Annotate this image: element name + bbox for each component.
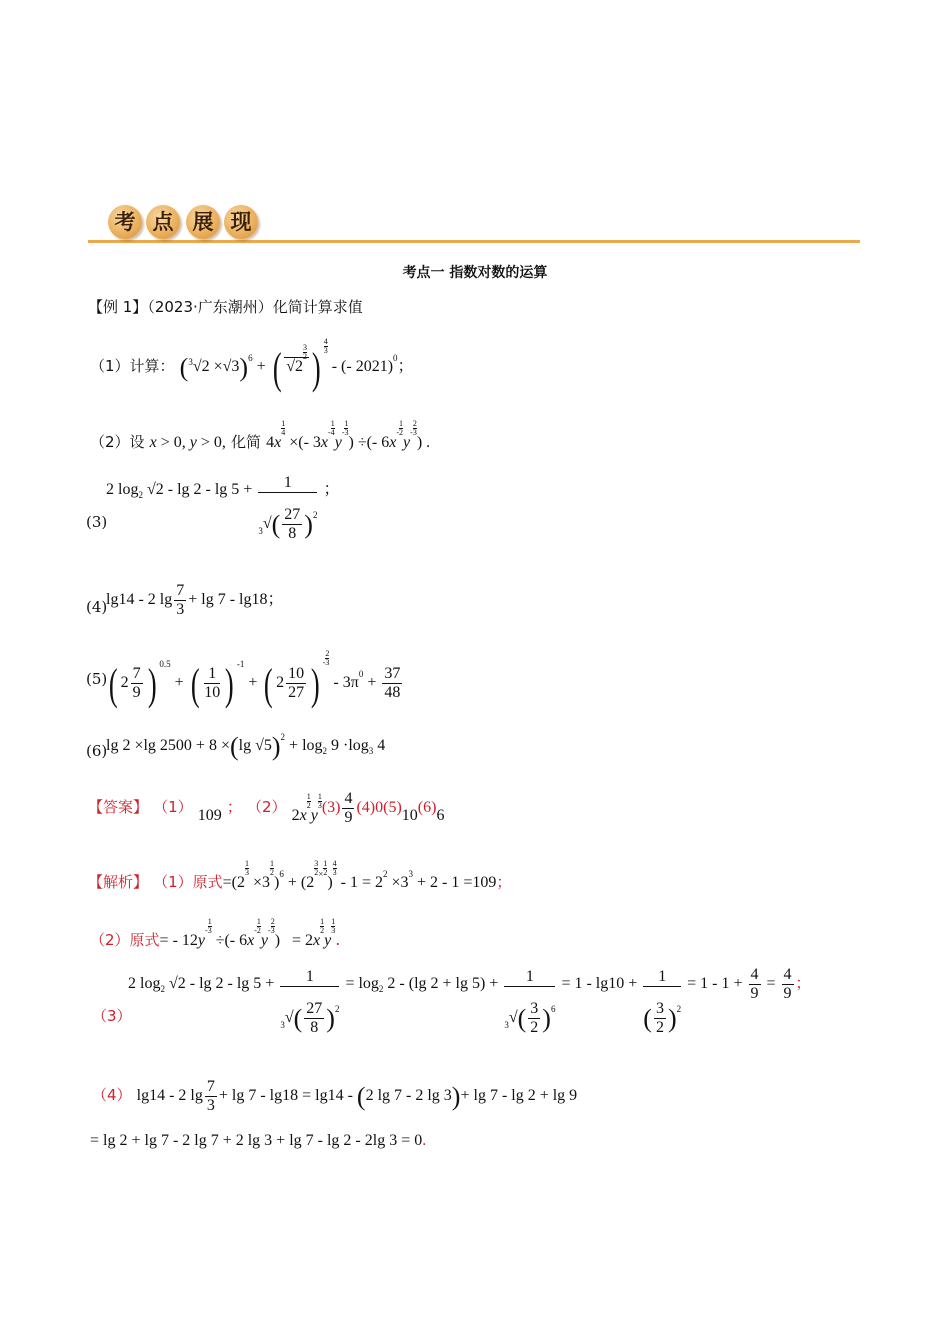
q2-expression: 4x $\frac{1}{4}$ ×(- 3x - $\frac{1}{4}$ y - $\frac{1}{3}$ ) ÷(- 6x - $\frac{1}{2}$ y - $\frac{2}{3}$ ) . (266, 419, 431, 451)
analysis-1: 【解析】 （1）原式=(2 $\frac{1}{3}$ ×3 $\frac{1}{2}$ )$^6$ + (2 $\frac{3}{2}$ × $\frac{1}{2}$ ) $\frac{4}{3}$ - $1 = 2^2 \times 3^3 + 2 - 1 =109$； (88, 859, 512, 891)
answer-4-5-label: (4)0(5) (356, 799, 402, 817)
answer-part-2-label: （2） (246, 798, 287, 817)
analysis-2-expression: = - 12y - $\frac{1}{3}$ ÷(- 6x - $\frac{1}{2}$ y - $\frac{2}{3}$ ) = 2x $\frac{1}{2}$ y $\frac{1}{3}$ (159, 917, 336, 949)
banner-char-2: 点 (146, 205, 180, 239)
analysis-2-label: （2）原式 (90, 931, 160, 949)
analysis-3-expression: 2 $\log_2 √2$ - lg 2 - lg 5 + 1 $_3$√( $\frac{27}{8}$ )$^2$ = $\log_2 2 - (\lg$ 2 + lg 5) + 1 $_3$√( $\frac{3}{2}$ )$^6$ = 1 - lg10 + 1 ( $\frac{3}{2}$ )$^2$ = 1 - 1 + $\frac{4}{9}$ = $\frac{4}{9}$ ； (128, 966, 811, 1036)
example-header (88, 296, 363, 317)
q3-expression: 2 $\log_2 √2$ - lg 2 - lg 5 + 1 $_3$√( $\frac{27}{8}$ )$^2$ ； (106, 474, 340, 542)
analysis-4-continuation: = lg 2 + lg 7 - 2 lg 7 + 2 lg 3 + lg 7 - lg 2 - 2lg 3 = 0. (90, 1132, 427, 1149)
q6-expression: lg 2 ×lg 2500 + 8 ×(lg $√5)^2 + \log_2 9 \cdot\log_3$ 4 (106, 732, 386, 761)
answer-5-value: 10 (401, 807, 418, 825)
q1-expression: $(^3√2 \times√3)^6$ + ( √2 $\frac{3}{2}$ ) $\frac{4}{3}$ - (- 2021)$^0$； (179, 337, 414, 393)
banner-char-4: 现 (224, 205, 258, 239)
answer-6-value: 6 (436, 807, 445, 825)
q3-label: (3) (86, 513, 108, 531)
analysis-2: （2）原式= - 12y - $\frac{1}{3}$ ÷(- 6x - $\frac{1}{2}$ y - $\frac{2}{3}$ ) = 2x $\frac{1}{2}$ y $\frac{1}{3}$ . (90, 917, 341, 949)
analysis-1-result: 109 (472, 874, 497, 891)
answer-6-label: (6) (417, 799, 437, 817)
q2-text: 化简 (231, 433, 262, 451)
analysis-4-label: （4） (92, 1086, 132, 1105)
section-title: 考点一 指数对数的运算 (402, 265, 548, 281)
answer-line (88, 790, 444, 827)
q5-expression: ( 2 $\frac{7}{9}$ ) $^{0.5}$ + ( $\frac{1}{10}$ ) $^{-1}$ + ( 2 $\frac{10}{27}$ ) - $\frac{2}{3}$ - $3\pi^0$ + $\frac{37}{48}$ (108, 649, 401, 709)
q2-label: （2）设 (90, 433, 145, 451)
answer-3-value: $\frac{4}{9}$ (344, 790, 353, 826)
q1-label: （1）计算： (90, 357, 175, 375)
analysis-3-label: （3） (92, 1007, 132, 1025)
answer-separator: ； (226, 798, 242, 817)
q6-label: (6) (86, 742, 108, 760)
analysis-tag: 【解析】 (88, 873, 149, 891)
example-source: （2023·广东潮州）化简计算求值 (147, 298, 363, 316)
analysis-4-expression: lg14 - 2 lg $\frac{7}{3}$ + lg 7 - lg18 = lg14 - (2 lg 7 - 2 lg 3)+ lg 7 - lg 2 + lg 9 (136, 1078, 578, 1114)
banner-char-1: 考 (108, 205, 142, 239)
q2-condition: x > 0, y > 0, (149, 434, 226, 451)
analysis-4 (92, 1078, 577, 1115)
analysis-3-end: ； (795, 974, 811, 993)
analysis-1-label: （1）原式 (153, 873, 223, 891)
section-divider-line (88, 240, 860, 243)
answer-tag: 【答案】 (88, 798, 149, 817)
question-2 (90, 420, 430, 452)
example-tag: 【例 1】 (88, 298, 148, 316)
q4-label: (4) (86, 598, 108, 616)
answer-3-label: (3) (321, 799, 341, 817)
answer-1-value: 109 (197, 807, 222, 825)
answer-2-expression: 2x $\frac{1}{2}$ y $\frac{1}{3}$ (291, 792, 322, 825)
banner-char-3: 展 (186, 205, 220, 239)
q4-expression: lg14 - 2 lg $\frac{7}{3}$ + lg 7 - lg18； (106, 582, 284, 618)
q5-label: (5) (86, 670, 108, 688)
analysis-1-expression: =(2 $\frac{1}{3}$ ×3 $\frac{1}{2}$ )$^6$ + (2 $\frac{3}{2}$ × $\frac{1}{2}$ ) $\frac{4}{3}$ - $1 = 2^2 \times 3^3 + 2 - 1$ = (222, 859, 473, 891)
answer-part-1-label: （1） (153, 798, 193, 817)
question-1 (90, 338, 414, 394)
